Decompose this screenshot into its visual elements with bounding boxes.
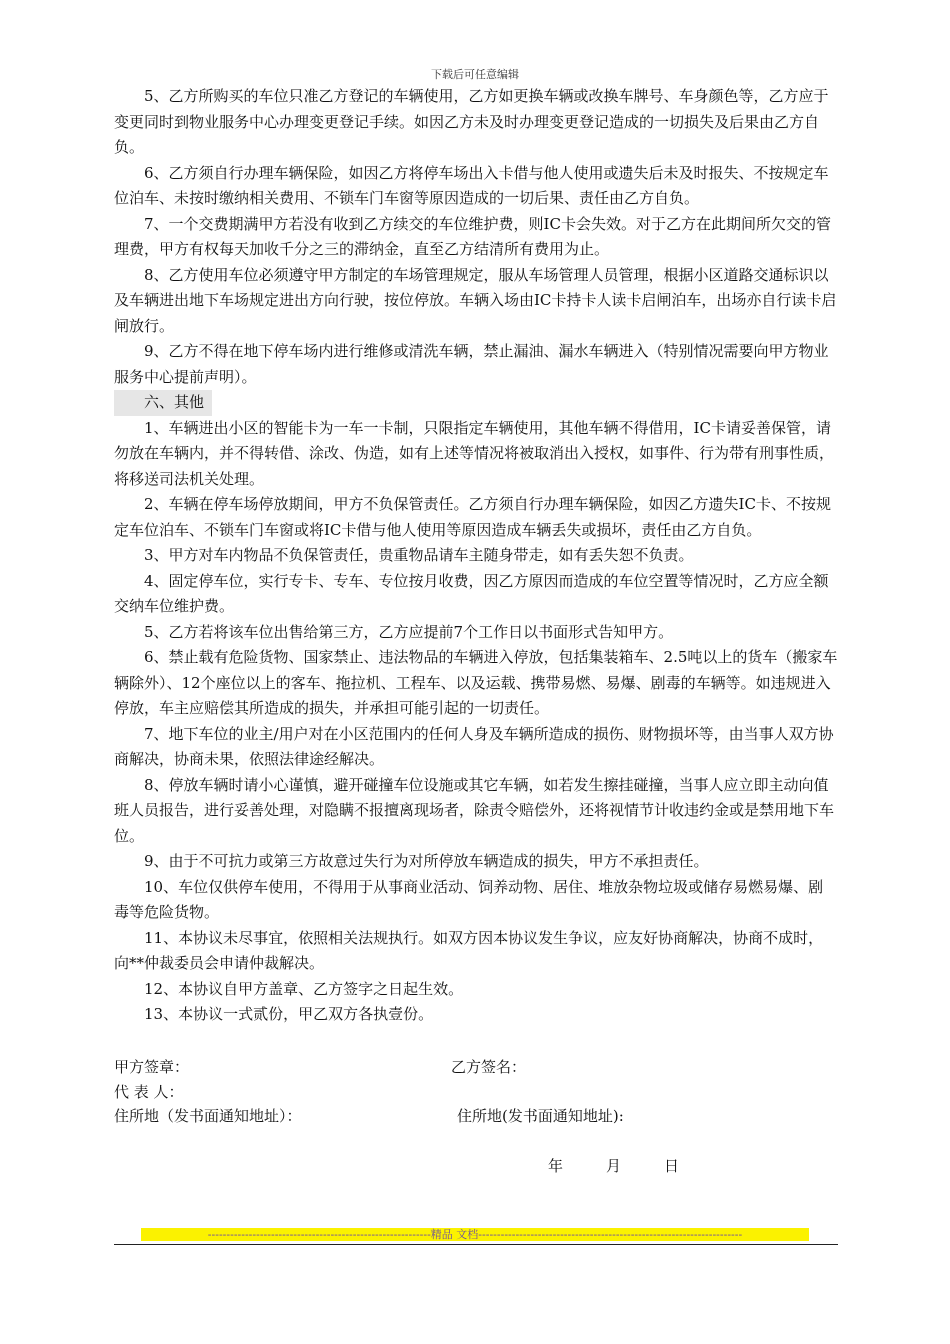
other-clause-3: 3、甲方对车内物品不负保管责任，贵重物品请车主随身带走，如有丢失恕不负责。 — [144, 546, 694, 564]
party-a-address-label: 住所地（发书面通知地址）： — [114, 1107, 302, 1125]
date-year: 年 — [548, 1157, 564, 1175]
other-clause-1: 1、车辆进出小区的智能卡为一车一卡制，只限指定车辆使用，其他车辆不得借用，IC卡请妥善保管，请勿放在车辆内，并不得转借、涂改、伪造，如有上述等情况将被取消出入授权，如事件、行为带有刑事性质，将移送司法机关处理。 — [114, 418, 835, 488]
other-clause-11: 11、本协议未尽事宜，依照相关法规执行。如双方因本协议发生争议，应友好协商解决，协商不成时，向**仲裁委员会申请仲裁解决。 — [114, 928, 824, 972]
other-clause-6: 6、禁止载有危险货物、国家禁止、违法物品的车辆进入停放，包括集装箱车、2.5吨以上的货车（搬家车辆除外）、12个座位以上的客车、拖拉机、工程车、以及运载、携带易燃、易爆、剧毒的车辆等。如违规进入停放，车主应赔偿其所造成的损失，并承担可能引起的一切责任。 — [114, 648, 838, 717]
representative-label: 代 表 人： — [114, 1083, 184, 1101]
other-clause-13: 13、本协议一式贰份，甲乙双方各执壹份。 — [144, 1005, 434, 1023]
clause-8: 8、乙方使用车位必须遵守甲方制定的车场管理规定，服从车场管理人员管理，根据小区道路交通标识以及车辆进出地下车场规定进出方向行驶，按位停放。车辆入场由IC卡持卡人读卡启闸泊车，出场亦自行读卡启闸放行。 — [114, 265, 837, 335]
clause-9: 9、乙方不得在地下停车场内进行维修或清洗车辆，禁止漏油、漏水车辆进入（特别情况需要向甲方物业服务中心提前声明）。 — [114, 342, 829, 386]
other-clause-10: 10、车位仅供停车使用，不得用于从事商业活动、饲养动物、居住、堆放杂物垃圾或储存易燃易爆、剧毒等危险货物。 — [114, 877, 824, 921]
clause-7: 7、一个交费期满甲方若没有收到乙方续交的车位维护费，则IC卡会失效。对于乙方在此期间所欠交的管理费，甲方有权每天加收千分之三的滞纳金，直至乙方结清所有费用为止。 — [114, 214, 831, 258]
other-clause-5: 5、乙方若将该车位出售给第三方，乙方应提前7个工作日以书面形式告知甲方。 — [144, 622, 674, 641]
other-clause-2: 2、车辆在停车场停放期间，甲方不负保管责任。乙方须自行办理车辆保险，如因乙方遗失IC卡、不按规定车位泊车、不锁车门车窗或将IC卡借与他人使用等原因造成车辆丢失或损坏，责任由乙方自负。 — [114, 495, 831, 539]
other-clause-8: 8、停放车辆时请小心谨慎，避开碰撞车位设施或其它车辆，如若发生擦挂碰撞，当事人应立即主动向值班人员报告，进行妥善处理，对隐瞒不报擅离现场者，除责令赔偿外，还将视情节计收违约金或是禁用地下车位。 — [114, 775, 835, 845]
other-clause-9: 9、由于不可抗力或第三方故意过失行为对所停放车辆造成的损失，甲方不承担责任。 — [144, 852, 709, 870]
footer-divider — [114, 1244, 838, 1245]
signing-date — [548, 1155, 722, 1176]
other-clause-7: 7、地下车位的业主/用户对在小区范围内的任何人身及车辆所造成的损伤、财物损坏等，由当事人双方协商解决，协商未果，依照法律途经解决。 — [114, 724, 834, 768]
party-b-address-label: 住所地(发书面通知地址): — [457, 1107, 624, 1125]
date-day: 日 — [664, 1157, 680, 1175]
clause-6: 6、乙方须自行办理车辆保险，如因乙方将停车场出入卡借与他人使用或遗失后未及时报失、不按规定车位泊车、未按时缴纳相关费用、不锁车门车窗等原因造成的一切后果、责任由乙方自负。 — [114, 163, 829, 207]
other-clause-12: 12、本协议自甲方盖章、乙方签字之日起生效。 — [144, 979, 464, 998]
clause-5: 5、乙方所购买的车位只准乙方登记的车辆使用，乙方如更换车辆或改换车牌号、车身颜色等，乙方应于变更同时到物业服务中心办理变更登记手续。如因乙方未及时办理变更登记造成的一切损失及后果由乙方自负。 — [114, 87, 829, 156]
header-note: 下载后可任意编辑 — [431, 68, 519, 81]
other-clause-4: 4、固定停车位，实行专卡、专车、专位按月收费，因乙方原因而造成的车位空置等情况时，乙方应全额交纳车位维护费。 — [114, 571, 829, 615]
date-month: 月 — [606, 1157, 622, 1175]
section-title-other: 六、其他 — [114, 390, 212, 416]
footer-banner: ------------------------------------------------------------精品 文档----------------------------------------------------------------------- — [141, 1228, 809, 1241]
party-a-seal-label: 甲方签章： — [114, 1058, 190, 1076]
party-b-sign-label: 乙方签名： — [451, 1058, 527, 1076]
contract-body — [114, 84, 838, 1028]
